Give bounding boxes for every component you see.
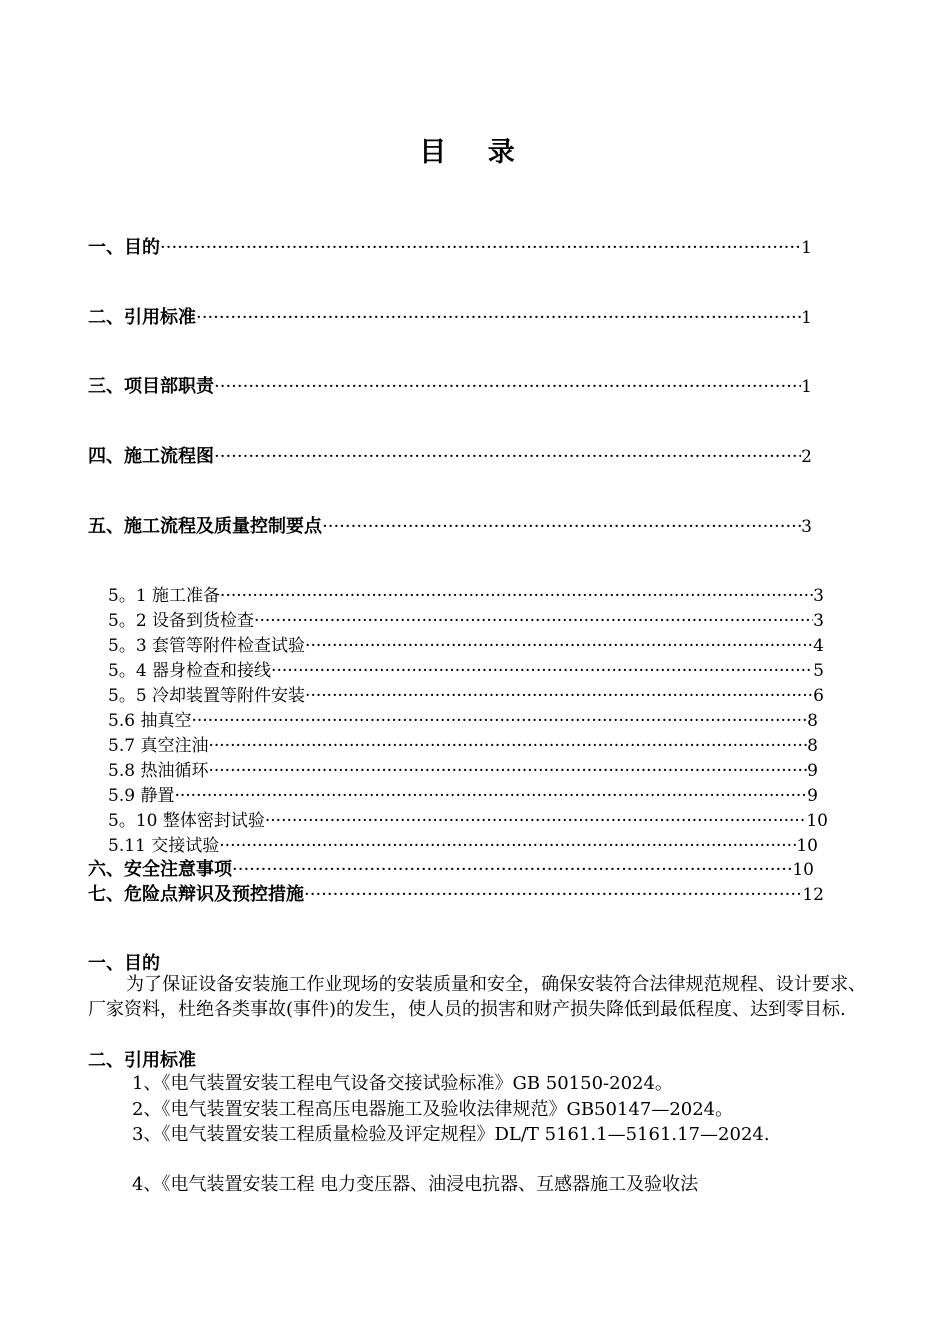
toc-entry-responsibilities[interactable]	[88, 372, 812, 398]
toc-entry-label: 5。1 施工准备	[108, 586, 221, 606]
toc-entry-process-quality[interactable]	[88, 512, 812, 538]
toc-leader-dots	[196, 307, 801, 328]
toc-entry-label: 5.8 热油循环	[108, 761, 209, 781]
toc-subentry[interactable]	[108, 656, 824, 681]
toc-leader-dots	[208, 761, 807, 781]
toc-entry-safety[interactable]	[88, 855, 814, 881]
toc-entry-label: 5。5 冷却装置等附件安装	[108, 686, 306, 706]
toc-page-number: 9	[807, 761, 818, 781]
toc-leader-dots	[232, 859, 792, 880]
toc-subentry[interactable]	[108, 731, 818, 756]
toc-page-number: 1	[801, 377, 812, 397]
toc-leader-dots	[265, 811, 807, 831]
toc-subentry[interactable]	[108, 781, 818, 806]
toc-entry-label: 5.9 静置	[108, 786, 175, 806]
toc-page-number: 10	[806, 811, 828, 831]
toc-leader-dots	[305, 686, 813, 706]
toc-page-number: 1	[801, 238, 812, 258]
toc-entry-label: 5.6 抽真空	[108, 711, 192, 731]
toc-leader-dots	[254, 611, 813, 631]
toc-subentry[interactable]	[108, 631, 824, 656]
toc-entry-label: 5。3 套管等附件检查试验	[108, 636, 306, 656]
toc-subentry[interactable]	[108, 831, 818, 856]
reference-item: 4、《电气装置安装工程 电力变压器、油浸电抗器、互感器施工及验收法	[132, 1174, 699, 1195]
toc-entry-label: 六、安全注意事项	[88, 859, 232, 880]
section-heading-purpose: 一、目的	[88, 953, 160, 974]
reference-item: 1、《电气装置安装工程电气设备交接试验标准》GB 50150-2024。	[132, 1073, 673, 1094]
reference-item: 2、《电气装置安装工程高压电器施工及验收法律规范》GB50147—2024。	[132, 1099, 734, 1120]
toc-page-number: 6	[813, 686, 824, 706]
toc-entry-purpose[interactable]	[88, 233, 812, 259]
toc-leader-dots	[271, 661, 813, 681]
toc-leader-dots	[174, 786, 807, 806]
toc-leader-dots	[208, 736, 807, 756]
toc-subentry[interactable]	[108, 706, 818, 731]
toc-entry-label: 5.7 真空注油	[108, 736, 209, 756]
toc-page-number: 12	[802, 885, 824, 905]
toc-leader-dots	[214, 376, 801, 397]
toc-subentry[interactable]	[108, 806, 828, 831]
section-heading-standards: 二、引用标准	[88, 1050, 196, 1071]
toc-leader-dots	[191, 711, 807, 731]
toc-leader-dots	[304, 884, 802, 905]
toc-entry-label: 5.11 交接试验	[108, 836, 220, 856]
toc-leader-dots	[219, 836, 796, 856]
toc-entry-standards[interactable]	[88, 303, 812, 329]
toc-entry-label: 5。2 设备到货检查	[108, 611, 255, 631]
toc-page-number: 2	[801, 447, 812, 467]
toc-leader-dots	[160, 237, 801, 258]
toc-entry-label: 5。4 器身检查和接线	[108, 661, 272, 681]
toc-page-number: 3	[813, 611, 824, 631]
toc-entry-label: 二、引用标准	[88, 307, 196, 328]
toc-entry-label: 5。10 整体密封试验	[108, 811, 265, 831]
toc-page-number: 9	[807, 786, 818, 806]
toc-entry-label: 三、项目部职责	[88, 376, 214, 397]
toc-entry-label: 一、目的	[88, 237, 160, 258]
toc-subentry[interactable]	[108, 756, 818, 781]
toc-subentry[interactable]	[108, 581, 824, 606]
toc-entry-flowchart[interactable]	[88, 442, 812, 468]
toc-title: 目 录	[419, 137, 531, 168]
toc-entry-label: 四、施工流程图	[88, 446, 214, 467]
toc-leader-dots	[214, 446, 801, 467]
toc-page-number: 10	[792, 860, 814, 880]
toc-page-number: 3	[813, 586, 824, 606]
toc-entry-label: 七、危险点辩识及预控措施	[88, 884, 304, 905]
toc-entry-hazards[interactable]	[88, 880, 824, 906]
toc-page-number: 8	[807, 736, 818, 756]
reference-item: 3、《电气装置安装工程质量检验及评定规程》DL/T 5161.1—5161.17—2024.	[132, 1124, 770, 1145]
toc-page-number: 4	[813, 636, 824, 656]
toc-leader-dots	[305, 636, 813, 656]
toc-subentry[interactable]	[108, 681, 824, 706]
toc-leader-dots	[322, 516, 801, 537]
toc-subentry[interactable]	[108, 606, 824, 631]
toc-page-number: 5	[813, 661, 824, 681]
toc-page-number: 3	[801, 517, 812, 537]
toc-page-number: 10	[796, 836, 818, 856]
toc-entry-label: 五、施工流程及质量控制要点	[88, 516, 322, 537]
toc-page-number: 8	[807, 711, 818, 731]
toc-leader-dots	[220, 586, 813, 606]
toc-page-number: 1	[801, 308, 812, 328]
section-purpose-text: 为了保证设备安装施工作业现场的安装质量和安全，确保安装符合法律规范规程、设计要求、厂家资料，杜绝各类事故(事件)的发生，使人员的损害和财产损失降低到最低程度、达到零目标.	[88, 974, 866, 1020]
